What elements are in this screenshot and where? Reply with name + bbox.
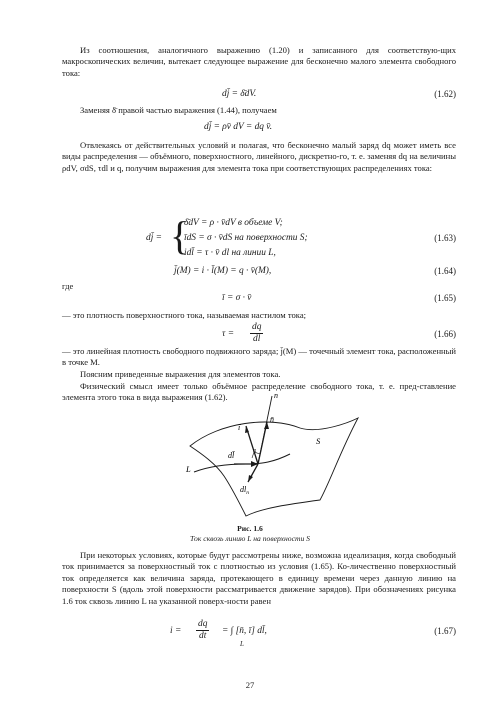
paragraph-where: где: [62, 281, 74, 291]
equation-intermediate: dj̄ = ρv̄ dV = dq v̄.: [204, 122, 273, 132]
label-n-vector: n̄: [270, 415, 274, 424]
paragraph-intro: Из соотношения, аналогичного выражению (1.20) и записанного для соответствую-щих макроскопических величин, вытекает следующее выражение для бесконечно малого элемента свободного тока:: [62, 45, 456, 78]
equation-1-63-row2: īdS = σ · v̄dS на поверхности S;: [184, 233, 308, 243]
label-dl-vector: dl̄: [228, 451, 235, 460]
paragraph-linear-density: — это линейная плотность свободного подвижного заряда; j̄(M) — точечный элемент тока, расположенный в точке M.: [62, 346, 457, 368]
equation-1-64: j̄(M) = i · l̄(M) = q · v̄(M),: [174, 266, 272, 276]
paragraph-explain: Поясним приведенные выражения для элементов тока.: [80, 369, 281, 379]
surface-outline: [190, 418, 358, 516]
fraction-numerator: dq: [252, 322, 262, 332]
equation-1-67-lhs: i =: [170, 626, 182, 636]
equation-brace: {: [170, 213, 190, 258]
equation-1-66-lhs: τ =: [222, 329, 235, 339]
equation-number-1-66: (1.66): [434, 329, 456, 339]
label-surface-S: S: [316, 436, 321, 446]
figure-1-6: [150, 392, 370, 520]
figure-caption-title: Рис. 1.6: [237, 524, 263, 533]
equation-number-1-63: (1.63): [434, 233, 456, 243]
paragraph-idealization: При некоторых условиях, которые будут рассмотрены ниже, возможна идеализация, когда свободный ток принимается за поверхностный ток с плотностью из условия (1.65). Ко-личественно поверхностный ток определяется как величина заряда, протекающего в единицу времени через данную линию на поверхности S (вдоль этой поверхности рассматривается движение зарядов). При обозначениях рисунка 1.6 ток сквозь линию L на указанной поверх-ности равен: [62, 550, 456, 606]
page-number: 27: [245, 680, 255, 690]
equation-number-1-62: (1.62): [434, 89, 456, 99]
label-pi-mark: π: [253, 448, 257, 454]
equation-1-63-lhs: dj̄ =: [146, 233, 162, 243]
equation-1-67-fraction: [196, 619, 209, 642]
paragraph-replace: Заменяя δ̄ правой частью выражения (1.44), получаем: [80, 105, 277, 115]
equation-1-66-fraction: [250, 322, 263, 345]
figure-caption-subtitle: Ток сквозь линию L на поверхности S: [190, 534, 310, 543]
equation-1-65: ī = σ · v̄: [222, 293, 252, 303]
label-i-vector: ī: [238, 423, 241, 432]
label-n-top: n: [274, 392, 278, 400]
equation-number-1-65: (1.65): [434, 293, 456, 303]
equation-1-67-integral-sub: L: [240, 640, 244, 648]
fraction-denominator-67: dt: [199, 631, 207, 641]
equation-1-63-row1: δ̄dV = ρ · v̄dV в объеме V;: [184, 218, 283, 228]
fraction-denominator: dl: [253, 334, 261, 344]
equation-1-67-rhs: = ∫ [n̄, ī] dl̄,: [222, 626, 267, 636]
curve-L: [194, 454, 290, 472]
label-dl-n: $dl_n$: [240, 485, 249, 496]
equation-1-63-row3: idl̄ = τ · v̄ dl на линии L,: [184, 248, 276, 258]
paragraph-distributions: Отвлекаясь от действительных условий и полагая, что бесконечно малый заряд dq может иметь все виды распределения — объёмного, поверхностного, линейного, дискретно-го, т. е. заменяя dq на величины ρdV, σdS, τdl и q, получим выражения для элемента тока при соответствующих распределениях тока:: [62, 140, 456, 173]
equation-1-62: dj̄ = δ̄dV.: [222, 89, 257, 99]
label-curve-L: L: [186, 464, 191, 474]
paragraph-physical-meaning: Физический смысл имеет только объёмное распределение свободного тока, т. е. пред-ставление элемента этого тока в вида выражения (1.62).: [62, 381, 456, 403]
equation-number-1-64: (1.64): [434, 266, 456, 276]
paragraph-surface-current: — это плотность поверхностного тока, называемая настилом тока;: [62, 310, 307, 320]
fraction-numerator-67: dq: [198, 619, 208, 629]
equation-number-1-67: (1.67): [434, 626, 456, 636]
